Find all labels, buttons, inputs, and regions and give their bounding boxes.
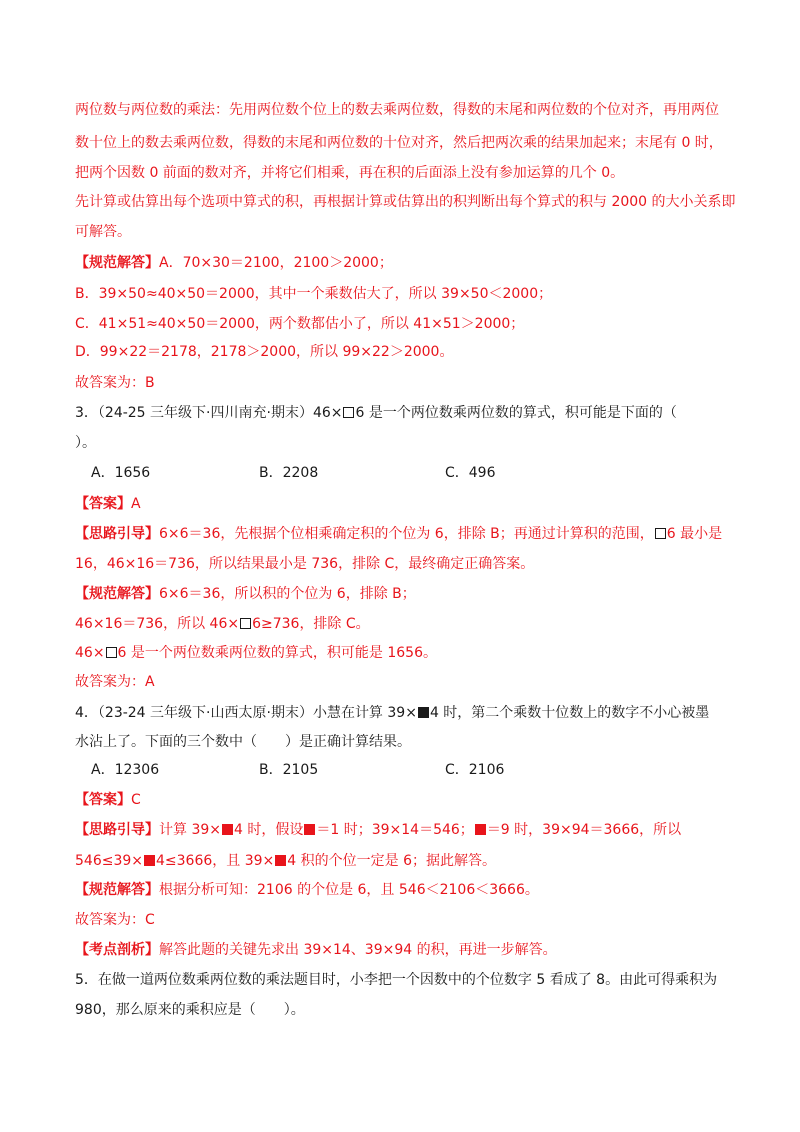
q4-option-a: A．12306 xyxy=(91,762,160,778)
q3-stem-line-2: ）。 xyxy=(75,435,96,451)
answer-tag: 【答案】 xyxy=(75,496,131,512)
ink-blot-icon xyxy=(275,855,286,866)
intro-line-5: 可解答。 xyxy=(75,224,131,240)
q2-answer: 故答案为：B xyxy=(75,375,155,391)
q2-solution-a: 【规范解答】A．70×30＝2100，2100＞2000； xyxy=(75,255,393,271)
q3-stem-line-1: 3．（24-25 三年级下·四川南充·期末）46× 6 是一个两位数乘两位数的算式，积可能是下面的（ xyxy=(75,405,677,421)
q4-final-answer: 故答案为：C xyxy=(75,912,155,928)
q4-solution: 【规范解答】根据分析可知：2106 的个位是 6，且 546＜2106＜3666。 xyxy=(75,882,539,898)
intro-line-4: 先计算或估算出每个选项中算式的积，再根据计算或估算出的积判断出每个算式的积与 2000 的大小关系即 xyxy=(75,194,736,210)
solution-tag: 【规范解答】 xyxy=(75,586,159,602)
q3-option-a: A．1656 xyxy=(91,465,151,481)
blank-box-icon xyxy=(106,647,117,658)
ink-blot-icon xyxy=(144,855,155,866)
q3-final-answer: 故答案为：A xyxy=(75,674,155,690)
q4-hint-line-1: 【思路引导】计算 39× 4 时，假设 ＝1 时；39×14＝546； ＝9 时，39×94＝3666，所以 xyxy=(75,822,682,838)
blank-box-icon xyxy=(343,407,354,418)
q2-solution-b: B．39×50≈40×50＝2000，其中一个乘数估大了，所以 39×50＜2000； xyxy=(75,286,553,302)
q3-hint-line-1: 【思路引导】6×6＝36，先根据个位相乘确定积的个位为 6，排除 B；再通过计算积的范围， 6 最小是 xyxy=(75,526,723,542)
q4-option-b: B．2105 xyxy=(259,762,319,778)
intro-line-2: 数十位上的数去乘两位数，得数的末尾和两位数的十位对齐，然后把两次乘的结果加起来；末尾有 0 时， xyxy=(75,135,723,151)
blank-box-icon xyxy=(240,618,251,629)
ink-blot-icon xyxy=(222,824,233,835)
q2-solution-c: C．41×51≈40×50＝2000，两个数都估小了，所以 41×51＞2000； xyxy=(75,316,525,332)
q4-answer: 【答案】C xyxy=(75,792,141,808)
ink-blot-icon xyxy=(475,824,486,835)
q3-hint-line-2: 16，46×16＝736，所以结果最小是 736，排除 C，最终确定正确答案。 xyxy=(75,556,535,572)
ink-blot-icon xyxy=(304,824,315,835)
q3-solution-line-2: 46×16＝736，所以 46× 6≥736，排除 C。 xyxy=(75,616,370,632)
q5-stem-line-1: 5．在做一道两位数乘两位数的乘法题目时，小李把一个因数中的个位数字 5 看成了 8。由此可得乘积为 xyxy=(75,972,718,988)
q3-answer: 【答案】A xyxy=(75,496,141,512)
q4-key-point: 【考点剖析】解答此题的关键先求出 39×14、39×94 的积，再进一步解答。 xyxy=(75,942,557,958)
hint-tag: 【思路引导】 xyxy=(75,822,159,838)
q5-stem-line-2: 980，那么原来的乘积应是（ ）。 xyxy=(75,1002,305,1018)
q2-solution-d: D．99×22＝2178，2178＞2000，所以 99×22＞2000。 xyxy=(75,344,454,360)
intro-line-3: 把两个因数 0 前面的数对齐，并将它们相乘，再在积的后面添上没有参加运算的几个 0。 xyxy=(75,165,625,181)
q4-hint-line-2: 546≤39× 4≤3666，且 39× 4 积的个位一定是 6；据此解答。 xyxy=(75,853,496,869)
q3-option-c: C．496 xyxy=(445,465,496,481)
solution-tag: 【规范解答】 xyxy=(75,882,159,898)
ink-blot-icon xyxy=(418,707,429,718)
hint-tag: 【思路引导】 xyxy=(75,526,159,542)
q4-stem-line-1: 4．（23-24 三年级下·山西太原·期末）小慧在计算 39× 4 时，第二个乘数十位数上的数字不小心被墨 xyxy=(75,705,710,721)
q4-option-c: C．2106 xyxy=(445,762,505,778)
intro-line-1: 两位数与两位数的乘法：先用两位数个位上的数去乘两位数，得数的末尾和两位数的个位对齐，再用两位 xyxy=(75,102,719,118)
solution-tag: 【规范解答】 xyxy=(75,255,159,271)
q4-stem-line-2: 水沾上了。下面的三个数中（ ）是正确计算结果。 xyxy=(75,734,411,750)
q3-option-b: B．2208 xyxy=(259,465,319,481)
q3-solution-line-1: 【规范解答】6×6＝36，所以积的个位为 6，排除 B； xyxy=(75,586,416,602)
answer-tag: 【答案】 xyxy=(75,792,131,808)
key-point-tag: 【考点剖析】 xyxy=(75,942,159,958)
q3-solution-line-3: 46× 6 是一个两位数乘两位数的算式，积可能是 1656。 xyxy=(75,645,437,661)
blank-box-icon xyxy=(655,528,666,539)
